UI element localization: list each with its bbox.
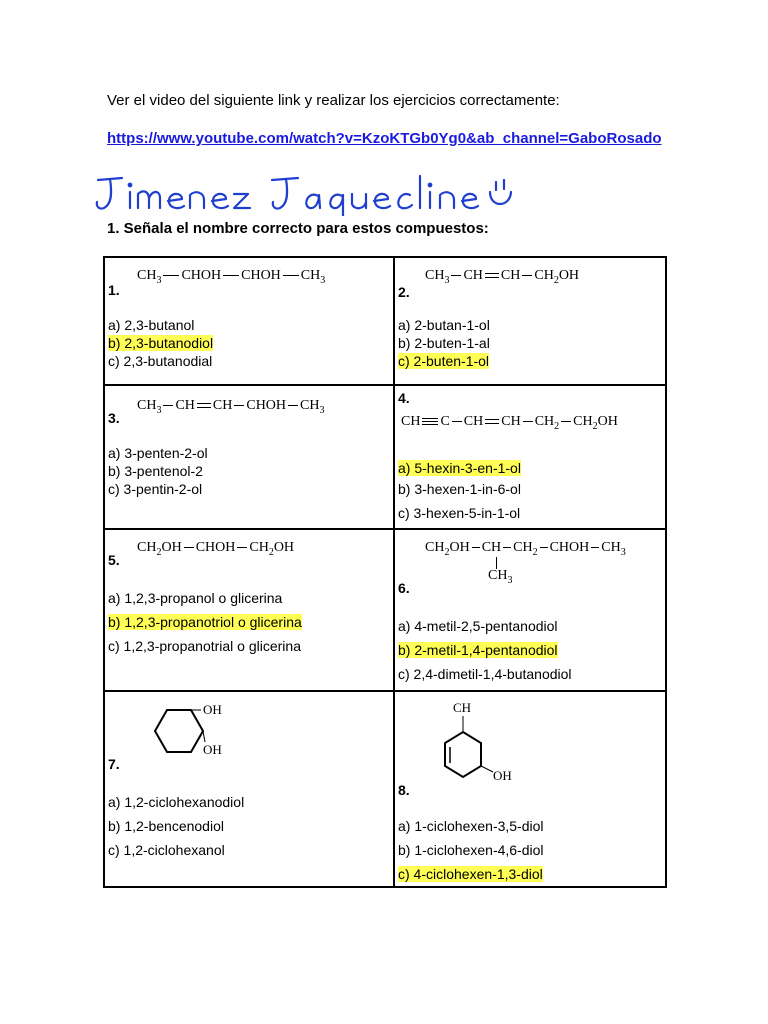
exercise-cell-2 <box>394 257 666 385</box>
exercise-cell-6 <box>394 529 666 691</box>
cyclohexanediol-structure <box>135 700 255 770</box>
option-a: a) 2,3-butanol <box>108 317 195 333</box>
option-a <box>108 790 244 814</box>
exercise-number: 7. <box>108 756 120 772</box>
hydroxyl-label: OH <box>203 742 222 757</box>
exercise-cell-4 <box>394 385 666 529</box>
options-list <box>398 316 490 370</box>
option-a-text: a) 1,2-ciclohexanodiol <box>108 794 245 810</box>
question-title: 1. Señala el nombre correcto para estos compuestos: <box>107 220 489 237</box>
options-list <box>108 316 213 370</box>
option-c: c) 2,4-dimetil-1,4-butanodiol <box>398 666 572 682</box>
youtube-link[interactable]: https://www.youtube.com/watch?v=KzoKTGb0Yg0&ab_channel=GaboRosado <box>107 130 662 147</box>
formula-1: $CH_3$ CHOH CHOH $CH_3$ <box>137 268 326 286</box>
exercise-cell-8 <box>394 691 666 887</box>
option-b: b) 2-metil-1,4-pentanodiol <box>398 642 558 658</box>
options-list <box>398 458 521 524</box>
options-list <box>108 444 208 498</box>
option-b: b) 1,2,3-propanotriol o glicerina <box>108 614 302 630</box>
exercise-cell-1 <box>104 257 394 385</box>
option-a <box>108 444 208 462</box>
exercise-number: 4. <box>398 390 410 406</box>
formula-5: $CH_2OH$ CHOH $CH_2OH$ <box>137 540 295 558</box>
exercise-cell-3 <box>104 385 394 529</box>
hydroxyl-label: OH <box>493 768 512 783</box>
exercise-number: 6. <box>398 580 410 596</box>
exercise-number: 5. <box>108 552 120 568</box>
exercise-table <box>103 256 667 888</box>
exercise-number: 1. <box>108 282 120 298</box>
instructions-text: Ver el video del siguiente link y realizar los ejercicios correctamente: <box>107 92 560 109</box>
option-c: c) 4-ciclohexen-1,3-diol <box>398 866 543 882</box>
formula-4: CH C CH CH $CH_2$ $CH_2OH$ <box>401 414 618 432</box>
option-a: a) 1-ciclohexen-3,5-diol <box>398 818 544 834</box>
option-c: c) 2-buten-1-ol <box>398 353 490 369</box>
formula-2: $CH_3$ CH CH $CH_2OH$ <box>425 268 580 286</box>
option-b: b) 3-pentenol-2 <box>108 463 203 479</box>
exercise-cell-5 <box>104 529 394 691</box>
option-b: b) 1,2-bencenodiol <box>108 818 224 834</box>
handwritten-signature <box>92 168 572 216</box>
exercise-number: 2. <box>398 284 410 300</box>
option-a: a) 1,2,3-propanol o glicerina <box>108 590 283 606</box>
option-c: c) 2,3-butanodial <box>108 353 213 369</box>
ch-label: CH <box>453 700 472 715</box>
methyl-branch: $CH_3$ <box>488 568 513 586</box>
options-list <box>398 614 572 686</box>
option-b: b) 2-buten-1-al <box>398 335 490 351</box>
option-b: b) 2,3-butanodiol <box>108 335 214 351</box>
option-b: b) 3-hexen-1-in-6-ol <box>398 481 521 497</box>
option-a: a) 5-hexin-3-en-1-ol <box>398 460 521 476</box>
options-list <box>108 790 244 862</box>
option-c: c) 3-pentin-2-ol <box>108 481 203 497</box>
cyclohexenediol-structure <box>425 698 565 790</box>
option-a: a) 4-metil-2,5-pentanodiol <box>398 618 558 634</box>
option-c: c) 3-hexen-5-in-1-ol <box>398 505 521 521</box>
hydroxyl-label: OH <box>203 702 222 717</box>
option-a-text: a) 3-penten-2-ol <box>108 445 208 461</box>
options-list <box>108 586 302 658</box>
option-c: c) 1,2-ciclohexanol <box>108 842 225 858</box>
option-a: a) 2-butan-1-ol <box>398 317 490 333</box>
exercise-number: 8. <box>398 782 410 798</box>
formula-6: $CH_2OH$ CH $CH_2$ CHOH $CH_3$ <box>425 540 626 558</box>
exercise-number: 3. <box>108 410 120 426</box>
exercise-cell-7 <box>104 691 394 887</box>
option-b: b) 1-ciclohexen-4,6-diol <box>398 842 544 858</box>
option-c: c) 1,2,3-propanotrial o glicerina <box>108 638 301 654</box>
options-list <box>398 814 544 886</box>
formula-3: $CH_3$ CH CH CHOH $CH_3$ <box>137 398 325 416</box>
